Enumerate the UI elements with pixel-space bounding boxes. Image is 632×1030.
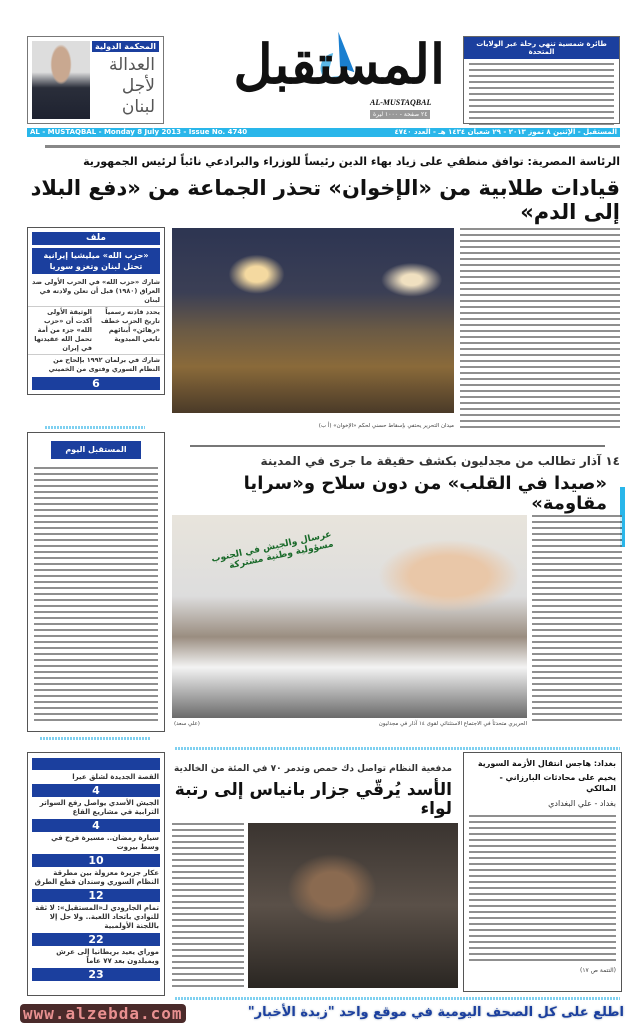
assad-headline: الأسد يُرقّي جزار بانياس إلى رتبة لواء bbox=[174, 780, 452, 819]
file-box[interactable] bbox=[27, 227, 165, 395]
footer-url[interactable]: www.alzebda.com bbox=[20, 1004, 186, 1023]
today-logo: المستقبل اليوم bbox=[51, 441, 141, 459]
saida-kicker: ١٤ آذار تطالب من مجدليون بكشف حقيقة ما جرى في المدينة bbox=[260, 454, 620, 468]
logo-arabic: المستقبل bbox=[233, 32, 445, 96]
page-number[interactable]: 23 bbox=[32, 968, 160, 981]
lead-kicker: الرئاسة المصرية: توافق منطقي على زياد بهاء الدين رئيساً للوزراء والبرادعي نائباً لرئيس الجمهورية bbox=[83, 155, 620, 168]
file-item[interactable]: الوثيقة الأولى أكدت أن «حزب الله» جزء من أمة تحمل الله عقيدتها في إيران bbox=[34, 308, 92, 352]
date-arabic: المستقبل - الإثنين ٨ تموز ٢٠١٣ - ٢٩ شعبان ١٤٣٤ هـ - العدد ٤٧٤٠ bbox=[394, 128, 617, 136]
file-item[interactable]: يحدد قادته رسمياً تاريخ الحزب خطف «رهائن» أبنائهم تابعي المبدوية bbox=[101, 308, 160, 343]
continued-label: (التتمة ص ١٧) bbox=[579, 967, 616, 974]
assad-kicker: مدفعية النظام تواصل دك حمص وتدمر ٧٠ في المئة من الخالدية bbox=[174, 764, 452, 774]
section-rule bbox=[190, 445, 605, 447]
assad-text bbox=[172, 823, 244, 988]
newspaper-logo bbox=[185, 30, 455, 125]
index-item[interactable]: القصة الجديدة لشلق عيرا bbox=[72, 773, 159, 781]
file-box-title: «حزب الله» ميليشيا إيرانية تحتل لبنان وتغزو سوريا bbox=[32, 248, 160, 274]
lead-headline: قيادات طلابية من «الإخوان» تحذر الجماعة من «دفع البلاد إلى الدم» bbox=[30, 176, 620, 224]
page-number[interactable]: 6 bbox=[32, 377, 160, 390]
solar-plane-box[interactable] bbox=[463, 36, 620, 124]
saida-caption: الحريري متحدثاً في الاجتماع الاستثنائي لقوى ١٤ آذار في مجدليون bbox=[378, 721, 527, 727]
index-box[interactable] bbox=[27, 752, 165, 996]
portrait-photo bbox=[32, 41, 90, 119]
index-item[interactable]: عكار جزيرة معزولة بين مطرقة النظام السوري وسندان قطع الطرق bbox=[34, 869, 159, 886]
slogan-line: العدالة bbox=[108, 55, 155, 75]
logo-latin: AL-MUSTAQBAL bbox=[370, 98, 432, 107]
saida-banner: عرسال والجيش في الجنوب مسؤولية وطنية مشتركة bbox=[210, 529, 335, 572]
saida-headline: «صيدا في القلب» من دون سلاح و«سرايا مقاومة» bbox=[243, 473, 607, 514]
baghdad-text bbox=[469, 815, 616, 965]
divider bbox=[45, 426, 145, 429]
index-header bbox=[32, 758, 160, 770]
today-box[interactable] bbox=[27, 432, 165, 732]
file-item[interactable]: شارك في برلمان ١٩٩٢ بإلحاح من النظام السوري وفتوى من الخميني bbox=[48, 356, 160, 373]
tribunal-box[interactable] bbox=[27, 36, 164, 124]
solar-plane-text bbox=[469, 63, 614, 127]
index-item[interactable]: الجيش الأسدي يواصل رفع السواتر الترابية في مشاريع القاع bbox=[39, 799, 159, 816]
date-bar bbox=[27, 128, 620, 137]
page-number[interactable]: 4 bbox=[32, 784, 160, 797]
baghdad-title: بغداد: هاجس انتقال الأزمة السورية bbox=[477, 759, 616, 768]
saida-photo bbox=[172, 515, 527, 718]
index-item[interactable]: موراي يعيد بريطانيا إلى عرش ويمبلدون بعد ٧٧ عاماً bbox=[56, 948, 159, 965]
page-number[interactable]: 12 bbox=[32, 889, 160, 902]
page-number[interactable]: 10 bbox=[32, 854, 160, 867]
divider bbox=[40, 737, 150, 740]
saida-text bbox=[532, 515, 622, 723]
lead-caption: ميدان التحرير يحتفي بإسقاط حسني لحكم «الإخوان» (أ ب) bbox=[318, 423, 454, 429]
assad-photo bbox=[248, 823, 458, 988]
today-text bbox=[34, 467, 158, 722]
baghdad-box[interactable] bbox=[463, 752, 622, 992]
tribunal-slogan bbox=[109, 55, 155, 118]
baghdad-title: يخيم على محادثات البارزاني - المالكي bbox=[499, 773, 616, 793]
saida-credit: (علي سعد) bbox=[174, 721, 200, 727]
price-label: ٢٤ صفحة - ١٠٠٠ ليرة bbox=[370, 110, 430, 119]
slogan-line: لبنان bbox=[121, 97, 155, 117]
masthead-rule bbox=[45, 145, 620, 148]
slogan-line: لأجل bbox=[121, 76, 155, 96]
lead-text bbox=[460, 228, 620, 428]
index-item[interactable]: سيارة رمضان.. مسيرة فرح في وسط بيروت bbox=[51, 834, 159, 851]
file-item[interactable]: شارك «حزب الله» في الحرب الأولى ضد العراق (١٩٨٠) قبل أن تعلن ولادته في لبنان bbox=[28, 277, 164, 307]
page-number[interactable]: 4 bbox=[32, 819, 160, 832]
tahrir-photo bbox=[172, 228, 454, 413]
index-item[interactable]: تمام الجارودي لـ«المستقبل»: لا ثقة للنوادي باتحاد اللعبة.. ولا حل إلا باللجنة الأولمبية bbox=[35, 904, 159, 930]
baghdad-byline: بغداد - علي البغدادي bbox=[548, 799, 616, 808]
divider bbox=[175, 747, 620, 750]
tribunal-tag: المحكمة الدولية bbox=[92, 41, 159, 52]
footer-slogan: اطلع على كل الصحف اليومية في موقع واحد "زبدة الأخبار" bbox=[247, 1005, 624, 1020]
file-box-header: ملف bbox=[32, 232, 160, 245]
date-english: AL - MUSTAQBAL - Monday 8 July 2013 - Issue No. 4740 bbox=[30, 128, 248, 136]
solar-plane-title: طائرة شمسية تنهي رحلة عبر الولايات المتحدة bbox=[464, 37, 619, 59]
divider bbox=[175, 997, 620, 1000]
page-number[interactable]: 22 bbox=[32, 933, 160, 946]
